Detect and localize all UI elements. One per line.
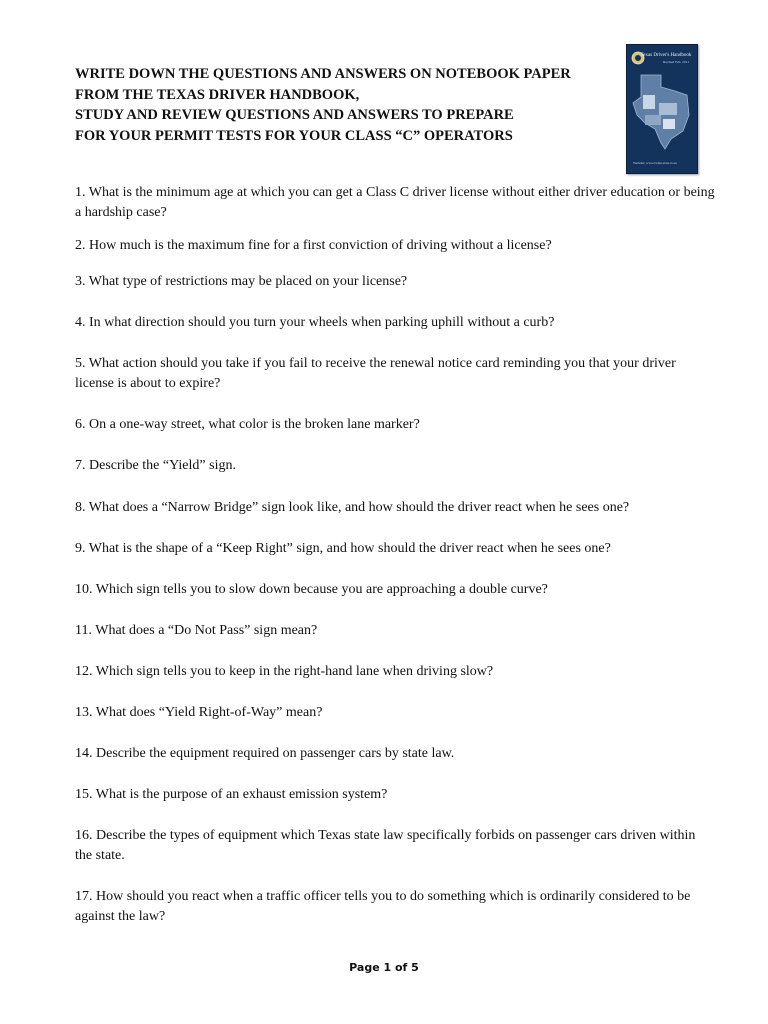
question-1: 1. What is the minimum age at which you can get a Class C driver license without either driver education or being a hardship case? [75, 185, 715, 220]
cover-footer: Website: www.txdps.state.tx.us [633, 161, 677, 165]
question-3: 3. What type of restrictions may be placed on your license? [75, 274, 408, 289]
handbook-cover-art [627, 45, 697, 173]
question-7: 7. Describe the “Yield” sign. [75, 458, 236, 473]
handbook-cover-image [626, 44, 698, 174]
question-5: 5. What action should you take if you fail to receive the renewal notice card reminding you that your driver license is about to expire? [75, 356, 676, 391]
question-15: 15. What is the purpose of an exhaust emission system? [75, 787, 388, 802]
cover-subtitle: Revised Feb. 2011 [663, 60, 690, 64]
header-line-4: FOR YOUR PERMIT TESTS FOR YOUR CLASS “C” OPERATORS [75, 127, 513, 144]
question-10: 10. Which sign tells you to slow down because you are approaching a double curve? [75, 582, 548, 597]
question-11: 11. What does a “Do Not Pass” sign mean? [75, 623, 318, 638]
header-line-2: FROM THE TEXAS DRIVER HANDBOOK, [75, 86, 360, 103]
question-8: 8. What does a “Narrow Bridge” sign look like, and how should the driver react when he sees one? [75, 500, 630, 515]
question-9: 9. What is the shape of a “Keep Right” sign, and how should the driver react when he sees one? [75, 541, 611, 556]
document-header [75, 64, 615, 146]
question-6: 6. On a one-way street, what color is the broken lane marker? [75, 417, 420, 432]
question-17: 17. How should you react when a traffic officer tells you to do something which is ordinarily considered to be against the law? [75, 889, 691, 924]
question-16: 16. Describe the types of equipment which Texas state law specifically forbids on passenger cars driven within the state. [75, 828, 696, 863]
header-line-3: STUDY AND REVIEW QUESTIONS AND ANSWERS TO PREPARE [75, 107, 514, 123]
question-4: 4. In what direction should you turn your wheels when parking uphill without a curb? [75, 315, 555, 330]
page-number: Page 1 of 5 [349, 961, 419, 974]
question-2: 2. How much is the maximum fine for a first conviction of driving without a license? [75, 238, 552, 253]
header-line-1: WRITE DOWN THE QUESTIONS AND ANSWERS ON NOTEBOOK PAPER [75, 66, 571, 82]
question-12: 12. Which sign tells you to keep in the right-hand lane when driving slow? [75, 664, 494, 679]
question-13: 13. What does “Yield Right-of-Way” mean? [75, 705, 323, 720]
cover-title: Texas Driver's Handbook [640, 53, 692, 58]
question-14: 14. Describe the equipment required on passenger cars by state law. [75, 746, 455, 761]
